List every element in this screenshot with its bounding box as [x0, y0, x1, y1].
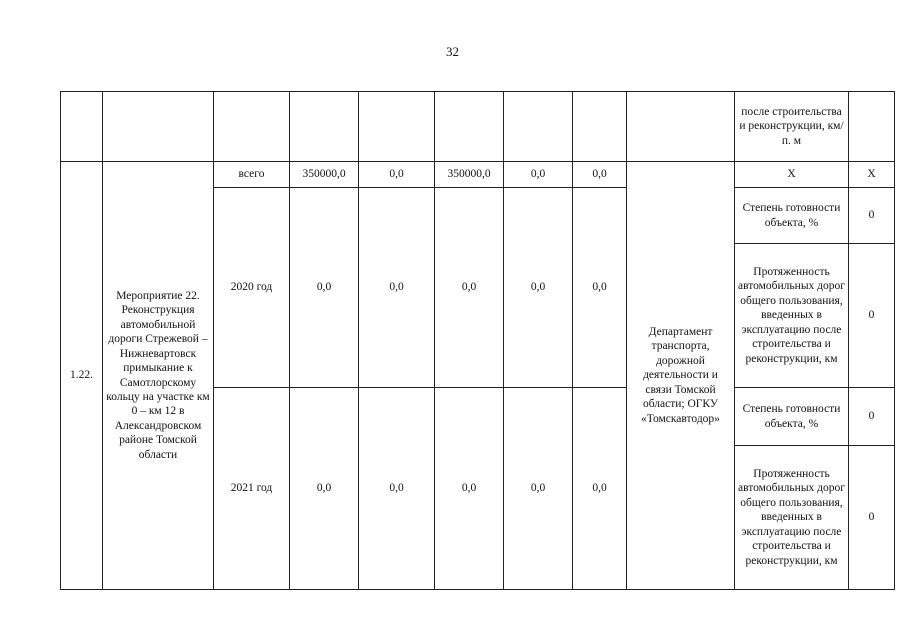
- cell-empty: [435, 92, 504, 162]
- indicator-name-cell: Степень готовности объекта, %: [735, 188, 849, 244]
- item-name-cell: Мероприятие 22. Реконструкция автомобильной дороги Стрежевой – Нижневартовск примыкание к Самотлорскому кольцу на участке км 0 – км 12 в Александровском районе Томской области: [103, 162, 214, 590]
- value-cell: 350000,0: [290, 162, 359, 188]
- cell-empty: [849, 92, 895, 162]
- value-cell: 0,0: [435, 188, 504, 388]
- value-cell: 0,0: [573, 188, 627, 388]
- table-row-continuation: [61, 92, 895, 162]
- value-cell: 0,0: [359, 162, 435, 188]
- value-cell: 0,0: [504, 188, 573, 388]
- executor-cell: Департамент транспорта, дорожной деятельности и связи Томской области; ОГКУ «Томскавтодор»: [627, 162, 735, 590]
- period-cell: 2021 год: [214, 388, 290, 590]
- period-cell: всего: [214, 162, 290, 188]
- value-cell: 0,0: [504, 388, 573, 590]
- period-cell: 2020 год: [214, 188, 290, 388]
- value-cell: 0,0: [290, 188, 359, 388]
- indicator-name-cell: Степень готовности объекта, %: [735, 388, 849, 446]
- indicator-value-cell: 0: [849, 244, 895, 388]
- value-cell: 0,0: [290, 388, 359, 590]
- value-cell: 0,0: [359, 388, 435, 590]
- value-cell: 0,0: [359, 188, 435, 388]
- program-table: [60, 91, 895, 590]
- indicator-name-cell: Х: [735, 162, 849, 188]
- indicator-name-cell: после строительства и реконструкции, км/п. м: [735, 92, 849, 162]
- value-cell: 0,0: [504, 162, 573, 188]
- table-row: [61, 162, 895, 188]
- item-number-cell: 1.22.: [61, 162, 103, 590]
- cell-empty: [61, 92, 103, 162]
- cell-empty: [627, 92, 735, 162]
- indicator-value-cell: Х: [849, 162, 895, 188]
- indicator-name-cell: Протяженность автомобильных дорог общего пользования, введенных в эксплуатацию после строительства и реконструкции, км: [735, 244, 849, 388]
- value-cell: 0,0: [573, 388, 627, 590]
- indicator-value-cell: 0: [849, 388, 895, 446]
- cell-empty: [359, 92, 435, 162]
- cell-empty: [290, 92, 359, 162]
- cell-empty: [214, 92, 290, 162]
- indicator-name-cell: Протяженность автомобильных дорог общего пользования, введенных в эксплуатацию после строительства и реконструкции, км: [735, 446, 849, 590]
- value-cell: 0,0: [573, 162, 627, 188]
- value-cell: 350000,0: [435, 162, 504, 188]
- cell-empty: [103, 92, 214, 162]
- indicator-value-cell: 0: [849, 446, 895, 590]
- cell-empty: [573, 92, 627, 162]
- indicator-value-cell: 0: [849, 188, 895, 244]
- value-cell: 0,0: [435, 388, 504, 590]
- page-number: 32: [446, 44, 459, 59]
- cell-empty: [504, 92, 573, 162]
